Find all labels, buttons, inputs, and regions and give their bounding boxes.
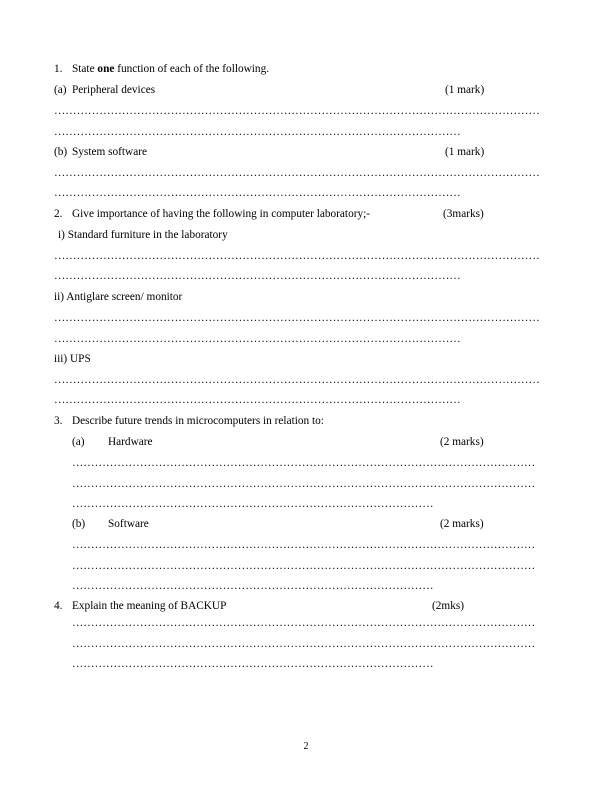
q3a-marks: (2 marks): [440, 436, 484, 448]
q2-marks: (3marks): [443, 208, 484, 220]
q3b-text: Software: [108, 518, 149, 530]
answer-line[interactable]: ……………………………………………………………………………………: [72, 580, 434, 592]
answer-line[interactable]: ……………………………………………………………………………………………………………: [72, 638, 536, 650]
answer-line[interactable]: ……………………………………………………………………………………: [72, 658, 434, 670]
answer-line[interactable]: ………………………………………………………………………………………………: [54, 394, 461, 406]
q1-stem-bold: one: [97, 63, 115, 75]
answer-line[interactable]: ……………………………………………………………………………………………………………: [72, 457, 536, 469]
q3-number: 3.: [54, 415, 63, 427]
q1a-label: (a): [54, 84, 67, 96]
answer-line[interactable]: ……………………………………………………………………………………………………………: [72, 539, 536, 551]
q1b-label: (b): [54, 146, 68, 158]
answer-line[interactable]: …………………………………………………………………………………………………………………: [54, 374, 540, 386]
page-number: 2: [303, 741, 309, 752]
q1-stem-pre: State: [72, 63, 95, 75]
q1-stem: [72, 63, 269, 76]
answer-line[interactable]: ………………………………………………………………………………………………: [54, 270, 461, 282]
answer-line[interactable]: ………………………………………………………………………………………………: [54, 333, 461, 345]
answer-line[interactable]: ……………………………………………………………………………………: [72, 498, 434, 510]
q2-stem: Give importance of having the following in computer laboratory;-: [72, 208, 371, 220]
answer-line[interactable]: …………………………………………………………………………………………………………………: [54, 105, 540, 117]
q1-stem-post: function of each of the following.: [117, 63, 270, 75]
q1a-text: Peripheral devices: [72, 84, 156, 96]
answer-line[interactable]: …………………………………………………………………………………………………………………: [54, 312, 540, 324]
q4-marks: (2mks): [432, 600, 465, 612]
q2-number: 2.: [54, 208, 63, 220]
answer-line[interactable]: ……………………………………………………………………………………………………………: [72, 560, 536, 572]
q3a-text: Hardware: [108, 436, 153, 448]
answer-line[interactable]: ……………………………………………………………………………………………………………: [72, 617, 536, 629]
q3b-marks: (2 marks): [440, 518, 484, 530]
q1-number: 1.: [54, 63, 63, 75]
q3-stem: Describe future trends in microcomputers in relation to:: [72, 415, 324, 427]
answer-line[interactable]: ………………………………………………………………………………………………: [54, 126, 461, 138]
q3b-label: (b): [72, 518, 86, 530]
answer-line[interactable]: ……………………………………………………………………………………………………………: [72, 478, 536, 490]
q1b-text: System software: [72, 146, 147, 158]
q2-iii: iii) UPS: [54, 353, 91, 365]
q1a-marks: (1 mark): [445, 84, 485, 96]
answer-line[interactable]: …………………………………………………………………………………………………………………: [54, 167, 540, 179]
answer-line[interactable]: ………………………………………………………………………………………………: [54, 187, 461, 199]
q1b-marks: (1 mark): [445, 146, 485, 158]
q2-i: i) Standard furniture in the laboratory: [58, 229, 228, 241]
q3a-label: (a): [72, 436, 85, 448]
q4-number: 4.: [54, 600, 63, 612]
q2-ii: ii) Antiglare screen/ monitor: [54, 291, 183, 303]
answer-line[interactable]: …………………………………………………………………………………………………………………: [54, 250, 540, 262]
q4-stem: Explain the meaning of BACKUP: [72, 600, 227, 612]
